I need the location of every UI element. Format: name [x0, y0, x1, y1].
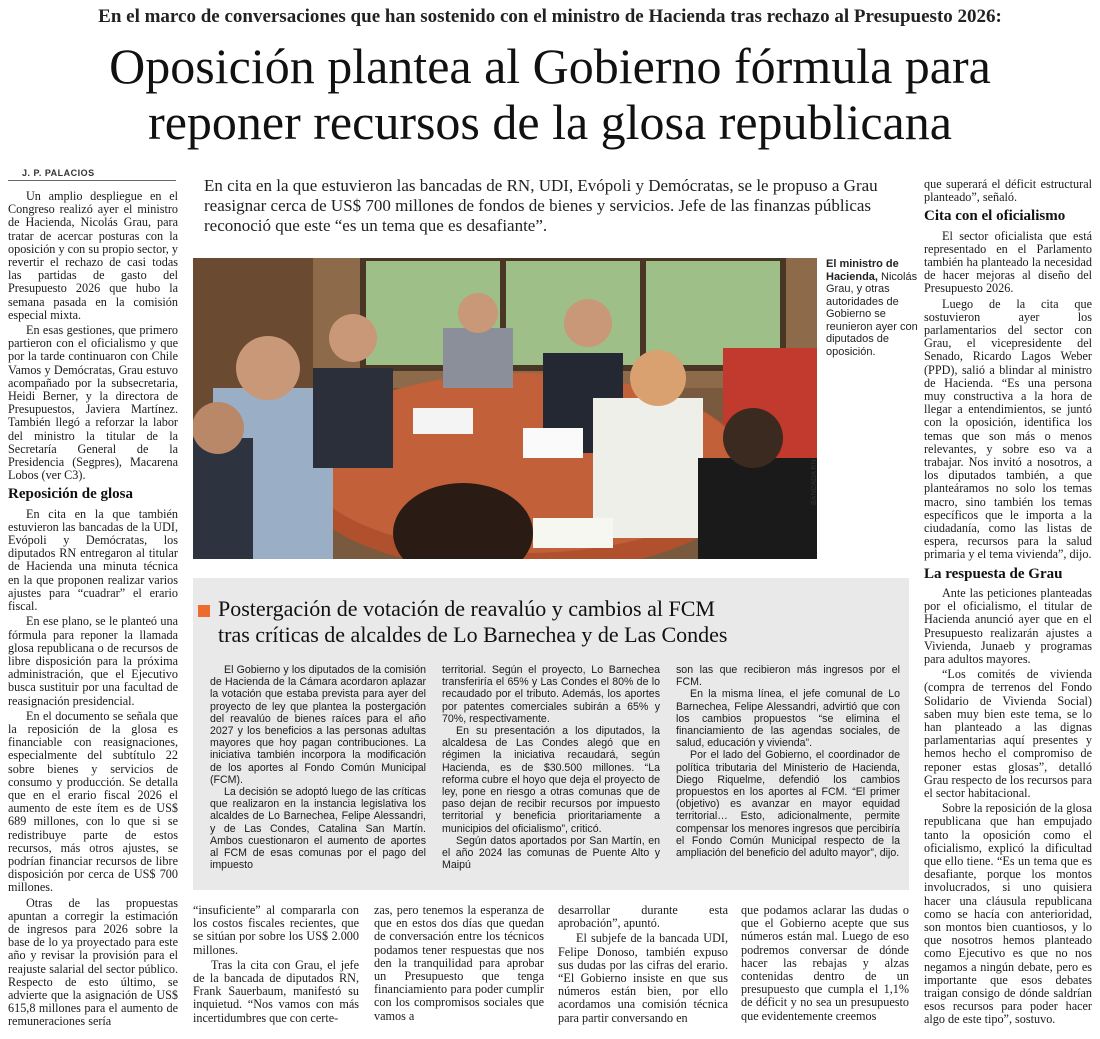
- sidebar-box-column-3: [676, 664, 900, 859]
- paragraph: Por el lado del Gobierno, el coordinador de política tributaria del Ministerio de Hacienda, Diego Riquelme, defendió los cambios propuestos en los aportes al FCM. “El primer (objetivo) es avanzar en mayor equidad territorial… Esto, adicionalmente, permite compensar los menores ingresos que percibiría el Fondo Común Municipal respecto de la ampliación del beneficio del adulto mayor”, dijo.: [676, 749, 900, 860]
- photo-caption: [826, 258, 918, 358]
- sidebar-box-column-1: [210, 664, 426, 871]
- sidebar-box-title-line-2: tras críticas de alcaldes de Lo Barnechea y de Las Condes: [218, 622, 728, 647]
- paragraph: En el documento se señala que la reposición de la glosa es financiable con reasignaciones, especialmente del subtítulo 22 sobre bienes y servicios de consumo y producción. Se detalla que en el erario fiscal 2026 el aumento de este ítem es de US$ 689 millones, con lo que si se redistribuye parte de estos recursos, más otros ajustes, se podrían financiar recursos de libre disposición por cerca de US$ 700 millones.: [8, 708, 178, 895]
- paragraph: En ese plano, se le planteó una fórmula para reponer la llamada glosa republicana o de recursos de libre disposición para la próxima administración, que el Ejecutivo busca sustituir por una facultad de reasignación presidencial.: [8, 614, 178, 708]
- headline: [0, 38, 1100, 150]
- paragraph: son las que recibieron más ingresos por el FCM.: [676, 664, 900, 689]
- paragraph: Luego de la cita que sostuvieron ayer los parlamentarios del sector con Grau, el vicepresidente del Senado, Ricardo Lagos Weber (PPD), salió a blindar al ministro de Hacienda. “Es una persona muy constructiva a la hora de llegar a entendimientos, se juntó con la oposición, identifica los temas que son más o menos relevantes, y sobre eso va a trabajar. Nos invitó a nosotros, a los diputados también, a que planteáramos no solo los temas macro, sino también los temas específicos que le importa a la ciudadanía, como las listas de espera, recursos para la salud primaria y el tema vivienda”, dijo.: [924, 296, 1092, 562]
- meeting-photo-illustration: [193, 258, 817, 559]
- paragraph: que superará el déficit estructural planteado”, señaló.: [924, 178, 1092, 205]
- paragraph: En cita en la que también estuvieron las bancadas de la UDI, Evópoli y Demócratas, los diputados RN entregaron al titular de Hacienda una minuta técnica en la que proponen realizar varios ajustes para “cuadrar” el erario fiscal.: [8, 506, 178, 614]
- paragraph: En la misma línea, el jefe comunal de Lo Barnechea, Felipe Alessandri, advirtió que con los cambios propuestos “se elimina el financiamiento de las agendas sociales, de salud, educación y vivienda”.: [676, 688, 900, 750]
- paragraph: En esas gestiones, que primero partieron con el oficialismo y que por la tarde continuaron con Chile Vamos y Demócratas, Grau estuvo acompañado por la subsecretaria, Heidi Berner, y la directora de Presupuestos, Javiera Martínez. También llegó a reforzar la labor del ministro la titular de la Secretaría General de la Presidencia (Segpres), Macarena Lobos (ver C3).: [8, 323, 178, 483]
- orange-square-icon: [198, 605, 210, 617]
- paragraph: El Gobierno y los diputados de la comisión de Hacienda de la Cámara acordaron aplazar la votación que estaba prevista para ayer del proyecto de ley que plantea la postergación del reavalúo de bienes raíces para el año 2027 y los beneficios a las personas adultas mayores que hoy pagan contribuciones. La iniciativa también incorpora la modificación de los aportes al Fondo Común Municipal (FCM).: [210, 664, 426, 786]
- article-column-3: [374, 904, 544, 1032]
- photo-credit: BANCADA RN: [811, 459, 818, 505]
- paragraph: En su presentación a los diputados, la alcaldesa de Las Condes alegó que en régimen la iniciativa recaudará, según Hacienda, es de $30.500 millones. “La reforma cubre el hoyo que deja el proyecto de ley, pone en riesgo a otras comunas que de paso dejan de recibir recursos por impuesto territorial y beneficia prioritariamente a municipios del oficialismo”, criticó.: [442, 725, 660, 835]
- kicker: En el marco de conversaciones que han sostenido con el ministro de Hacienda tras rechazo al Presupuesto 2026:: [98, 6, 1002, 27]
- article-column-right: [924, 178, 1092, 1034]
- subheading-reposicion-glosa: Reposición de glosa: [8, 486, 134, 503]
- paragraph: desarrollar durante esta aprobación”, apuntó.: [558, 904, 728, 931]
- sidebar-box-column-2: [442, 664, 660, 871]
- paragraph: Ante las peticiones planteadas por el oficialismo, el titular de Hacienda anunció ayer que en el Presupuesto realizarán ajustes a Vivienda, Junaeb y programas para adultos mayores.: [924, 585, 1092, 666]
- caption-lead: El ministro de Hacienda,: [826, 258, 899, 283]
- article-column-1: [8, 190, 178, 1032]
- headline-line-1: Oposición plantea al Gobierno fórmula para: [109, 38, 991, 94]
- subheading-cita-oficialismo: Cita con el oficialismo: [924, 208, 1066, 225]
- paragraph: zas, pero tenemos la esperanza de que en estos dos días que quedan de conversación entre los técnicos podamos tener respuestas que nos den la tranquilidad para aprobar un Presupuesto que tenga financiamiento para poder cumplir con los compromisos sociales que vamos a: [374, 904, 544, 1023]
- paragraph: Sobre la reposición de la glosa republicana que han empujado tanto la oposición como el oficialismo, explicó la dificultad que ello tiene. “Es un tema que es desafiante, porque los montos involucrados, si uno quisiera hacer una cláusula republicana como se hacía con anterioridad, son montos bien cuantiosos, y lo que nosotros hemos planteado como Ejecutivo es que no nos negamos a ningún debate, pero es importante que esos debates traigan consigo de dónde saldrían esos recursos para poder hacer algo de este tipo”, sostuvo.: [924, 801, 1092, 1027]
- paragraph: “Los comités de vivienda (compra de terrenos del Fondo Solidario de Vivienda Social) saben muy bien este tema, se lo han planteado a las dignas parlamentarias aquí presentes y hemos hecho el compromiso de reponer estas glosas”, detalló Grau respecto de los recursos para el sector habitacional.: [924, 667, 1092, 800]
- paragraph: La decisión se adoptó luego de las críticas que realizaron en la instancia legislativa los alcaldes de Lo Barnechea, Felipe Alessandri, y de Las Condes, Catalina San Martín. Ambos cuestionaron el aumento de aportes al FCM de esas comunas por el pago del impuesto: [210, 786, 426, 872]
- paragraph: territorial. Según el proyecto, Lo Barnechea transferiría el 65% y Las Condes el 80% de lo recaudado por el tributo. Además, los aportes por patentes comerciales subirán a 65% y 70%, respectivamente.: [442, 664, 660, 725]
- deck: En cita en la que estuvieron las bancadas de RN, UDI, Evópoli y Demócratas, se le propuso a Grau reasignar cerca de US$ 700 millones de fondos de bienes y servicios. Jefe de las finanzas públicas reconoció que este “es un tema que es desafiante”.: [204, 176, 878, 235]
- caption-text: Nicolás Grau, y otras autoridades de Gobierno se reunieron ayer con diputados de oposición.: [826, 270, 918, 358]
- article-column-4: [558, 904, 728, 1032]
- paragraph: El sector oficialista que está representado en el Parlamento también ha planteado la necesidad de hacer mejoras al diseño del Presupuesto 2026.: [924, 228, 1092, 296]
- byline: J. P. PALACIOS: [22, 168, 95, 178]
- headline-line-2: reponer recursos de la glosa republicana: [148, 94, 952, 150]
- byline-divider: [8, 180, 176, 181]
- sidebar-box-title: [218, 596, 898, 648]
- article-column-5: [741, 904, 909, 1032]
- paragraph: “insuficiente” al compararla con los costos fiscales recientes, que se sitúan por sobre los US$ 2.000 millones.: [193, 904, 359, 957]
- subheading-respuesta-grau: La respuesta de Grau: [924, 565, 1063, 582]
- meeting-photo: [193, 258, 817, 559]
- paragraph: Otras de las propuestas apuntan a corregir la estimación de ingresos para 2026 sobre la base de lo ya proyectado para este año y revisar la provisión para el reajuste salarial del sector público. Respecto de esto último, se advierte que la asignación de US$ 615,8 millones para el aumento de remuneraciones sería: [8, 895, 178, 1029]
- article-column-2: [193, 904, 359, 1032]
- paragraph: Un amplio despliegue en el Congreso realizó ayer el ministro de Hacienda, Nicolás Grau, para tratar de acercar posturas con la oposición y con su propio sector, y revertir el rechazo de casi todas las partidas de gasto del Presupuesto 2026 que hubo la semana pasada en la comisión especial mixta.: [8, 190, 178, 322]
- paragraph: Según datos aportados por San Martín, en el año 2024 las comunas de Puente Alto y Maipú: [442, 834, 660, 872]
- paragraph: que podamos aclarar las dudas o que el Gobierno acepte que sus números están mal. Luego de eso podremos conversar de dónde hacer las rebajas y alzas contenidas dentro de un presupuesto que cumpla el 1,1% de déficit y no sea un presupuesto que evidentemente creemos: [741, 904, 909, 1023]
- paragraph: Tras la cita con Grau, el jefe de la bancada de diputados RN, Frank Sauerbaum, manifestó su inquietud. “Nos vamos con más incertidumbres que con certe-: [193, 957, 359, 1025]
- paragraph: El subjefe de la bancada UDI, Felipe Donoso, también expuso sus dudas por las cifras del erario. “El Gobierno insiste en que sus números están bien, por ello acordamos una comisión técnica para partir conversando en: [558, 931, 728, 1025]
- sidebar-box-title-line-1: Postergación de votación de reavalúo y cambios al FCM: [218, 596, 715, 621]
